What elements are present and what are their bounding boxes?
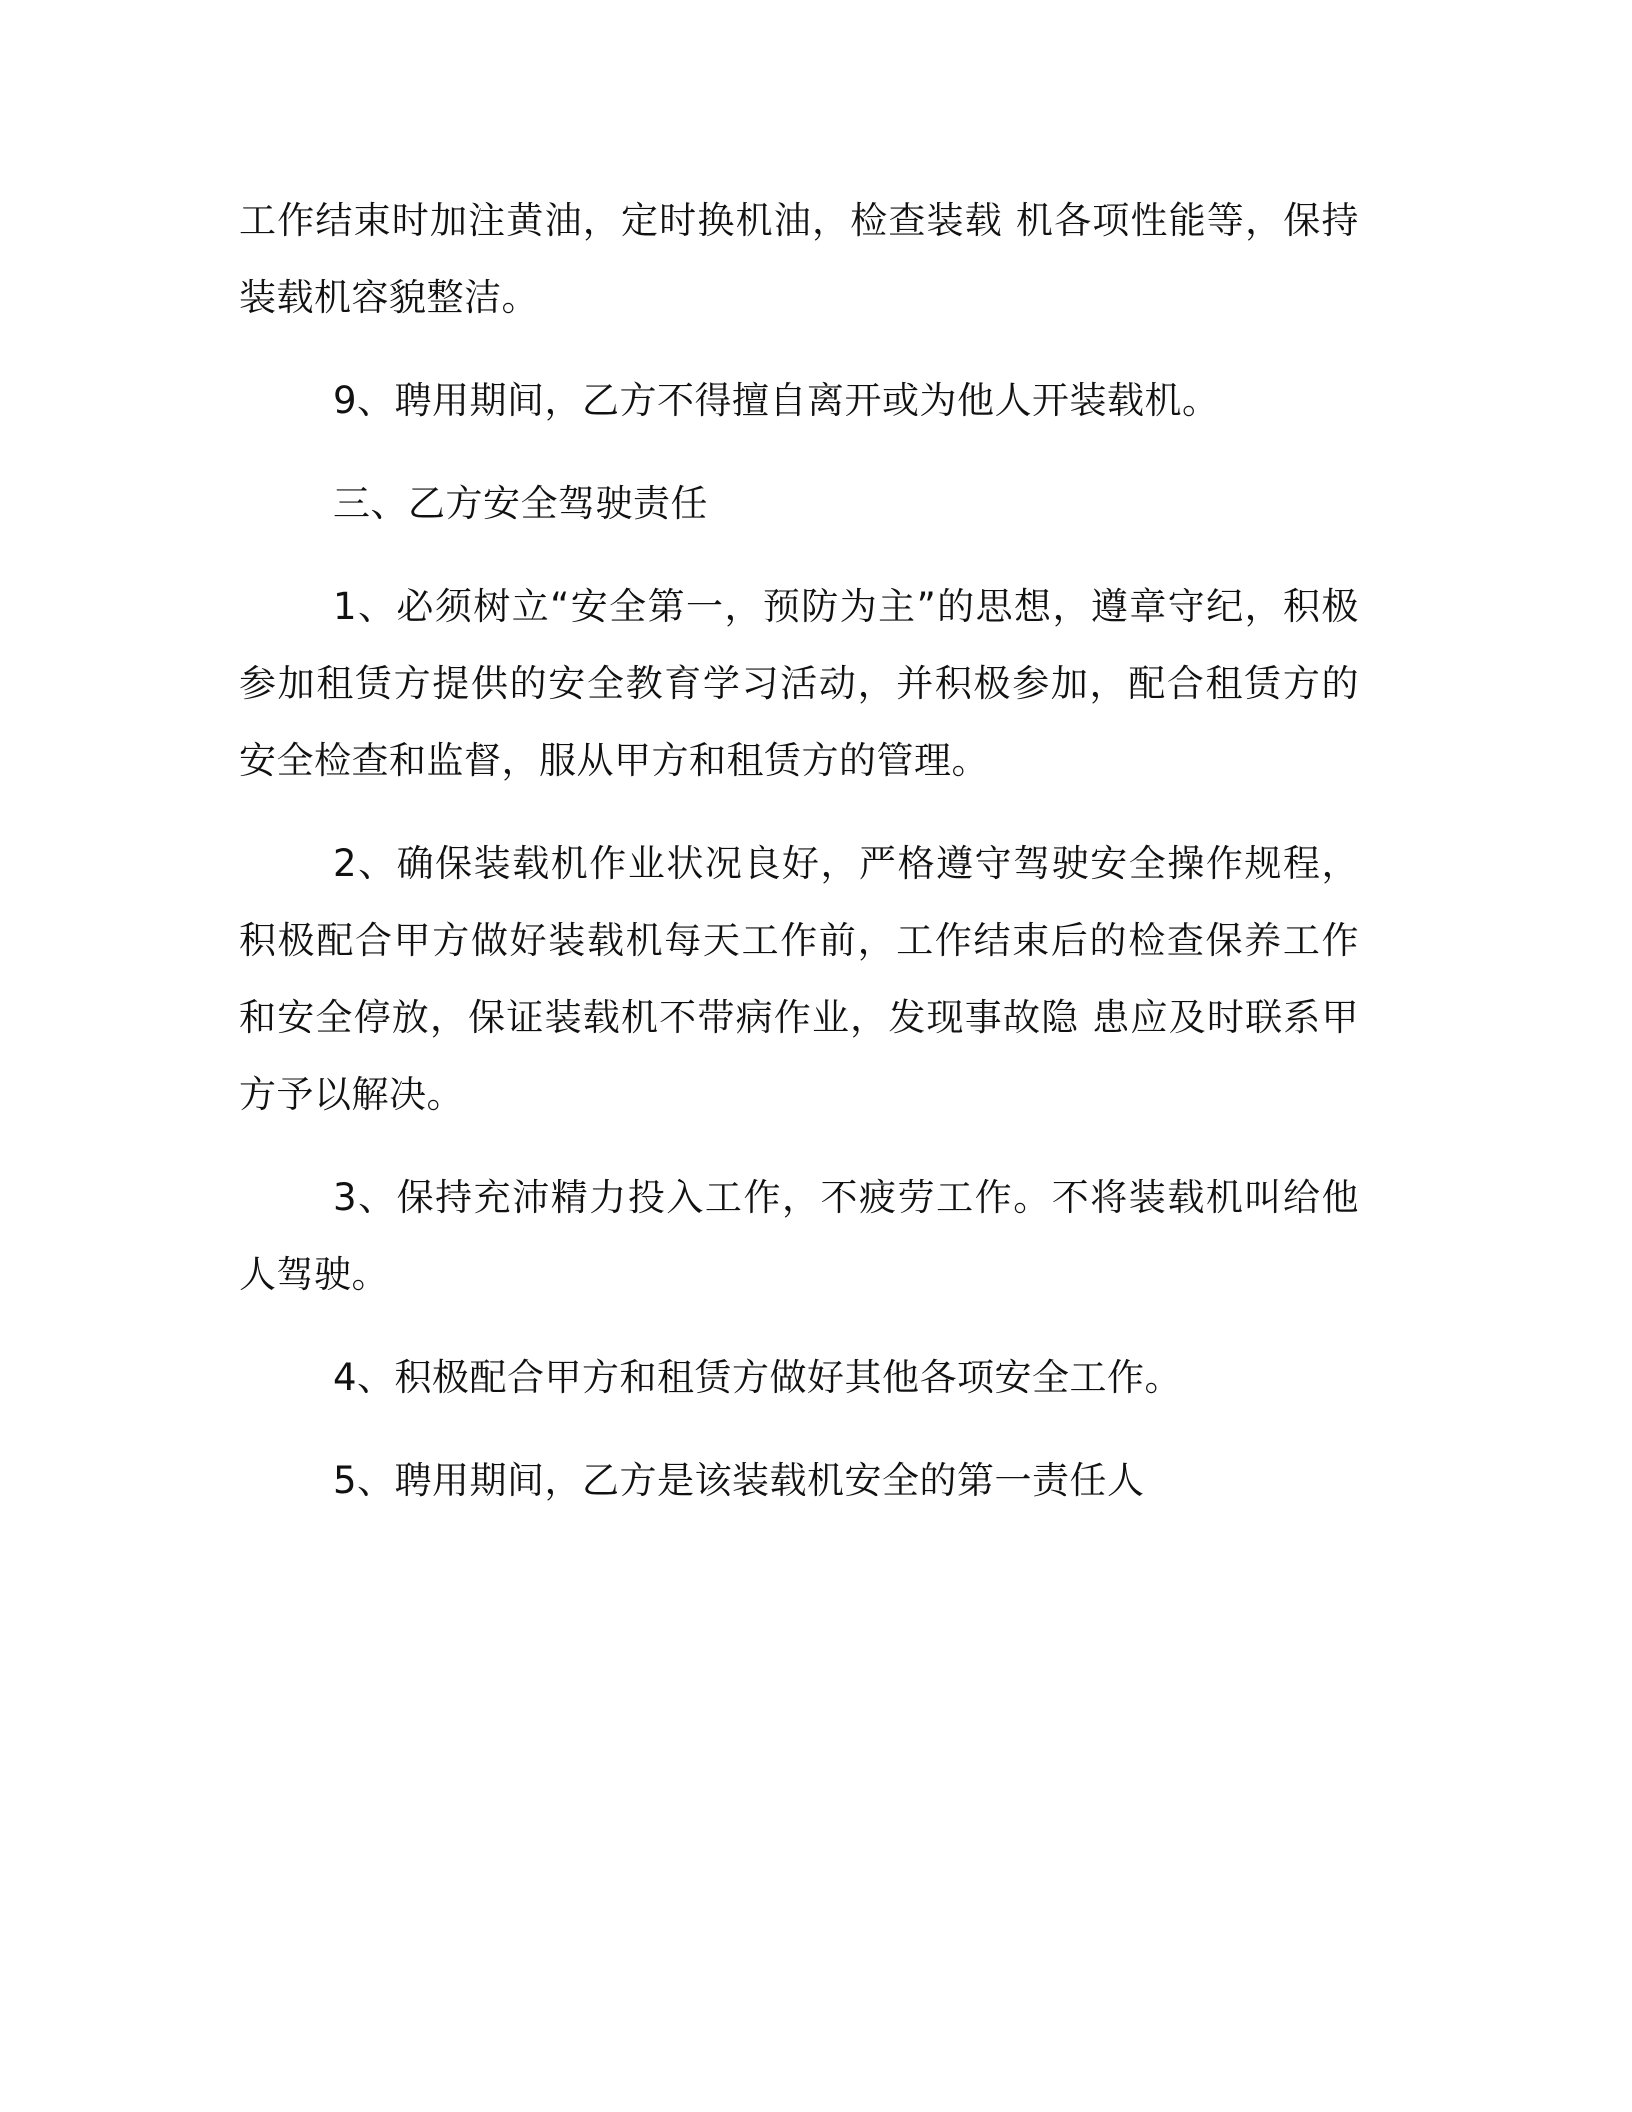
paragraph-item-5: 5、聘用期间，乙方是该装载机安全的第一责任人 (333, 1459, 1145, 1502)
paragraph-item-2: 2、确保装载机作业状况良好，严格遵守驾驶安全操作规程，积极配合甲方做好装载机每天工作前，工作结束后的检查保养工作和安全停放，保证装载机不带病作业，发现事故隐 患应及时联系甲方予以解决。 (239, 842, 1359, 1116)
paragraph-item-4: 4、积极配合甲方和租赁方做好其他各项安全工作。 (333, 1356, 1183, 1399)
paragraph-item-9: 9、聘用期间，乙方不得擅自离开或为他人开装载机。 (333, 379, 1220, 422)
paragraph-item-1: 1、必须树立“安全第一，预防为主”的思想，遵章守纪，积极参加租赁方提供的安全教育学习活动，并积极参加，配合租赁方的安全检查和监督，服从甲方和租赁方的管理。 (239, 585, 1359, 782)
section-heading-3: 三、乙方安全驾驶责任 (333, 482, 708, 525)
document-body (239, 182, 1359, 1545)
paragraph-continuation: 工作结束时加注黄油，定时换机油，检查装载 机各项性能等，保持装载机容貌整洁。 (239, 199, 1359, 319)
paragraph-item-3: 3、保持充沛精力投入工作，不疲劳工作。不将装载机叫给他人驾驶。 (239, 1176, 1359, 1296)
